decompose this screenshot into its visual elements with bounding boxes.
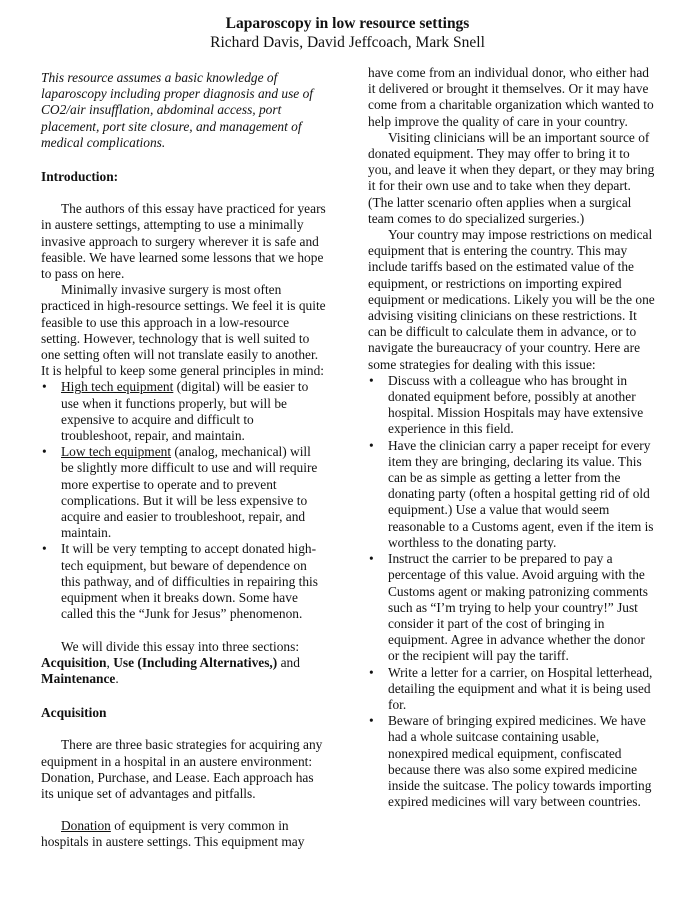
bullet-icon: • — [369, 664, 374, 680]
bullet-text: Write a letter for a carrier, on Hospital letterhead, detailing the equipment and what it is being used for. — [388, 664, 653, 712]
section-use: Use (Including Alternatives,) — [113, 654, 278, 670]
bullet-icon: • — [369, 713, 374, 729]
intro-paragraph-2: Minimally invasive surgery is most often practiced in high-resource settings. We feel it is quite feasible to use this approach in a low-resource setting. However, technology that is well suited to one setting often will not translate easily to another. It is helpful to keep some general principles in mind: — [41, 282, 326, 379]
list-item — [368, 551, 656, 664]
bullet-icon: • — [42, 444, 47, 460]
section-maintenance: Maintenance — [41, 670, 116, 686]
bullet-text: Discuss with a colleague who has brought in donated equipment before, possibly at another hospital. Mission Hospitals may have extensive experience in this field. — [388, 372, 644, 437]
intro-disclaimer: This resource assumes a basic knowledge of laparoscopy including proper diagnosis and use of CO2/air insufflation, abdominal access, port placement, port site closure, and management of medical complications. — [41, 70, 314, 150]
bullet-text: (digital) will be easier to use when it functions properly, but will be expensive to acquire and difficult to troubleshoot, repair, and maintain. — [61, 379, 309, 444]
bullet-underlined-term: Low tech equipment — [61, 444, 172, 460]
list-item — [368, 373, 656, 438]
right-column — [368, 65, 656, 810]
donation-continued-paragraph: have come from an individual donor, who either had it delivered or brought it themselves. Or it may have come from a charitable organization which wanted to help improve the quality of care in your country. — [368, 65, 654, 129]
bullet-text: Beware of bringing expired medicines. We have had a whole suitcase containing usable, nonexpired medical equipment, confiscated because there was also some expired medicine inside the suitcase. The policy towards importing expired medicines will vary between countries. — [388, 713, 652, 810]
bullet-text: (analog, mechanical) will be slightly more difficult to use and will require more expertise to operate and to prevent complications. But it will be less expensive to acquire and easier to troubleshoot, repair, and maintain. — [61, 444, 318, 541]
strategies-list — [368, 373, 656, 810]
sections-paragraph — [41, 639, 326, 688]
bullet-text: It will be very tempting to accept donated high-tech equipment, but beware of dependence on this pathway, and of difficulties in repairing this equipment when it breaks down. Some have called this the “Junk for Jesus” phenomenon. — [61, 541, 318, 622]
introduction-heading: Introduction: — [41, 169, 119, 185]
bullet-icon: • — [369, 551, 374, 567]
document-title: Laparoscopy in low resource settings — [225, 15, 470, 32]
donation-text: of equipment is very common in hospitals in austere settings. This equipment may — [41, 818, 305, 850]
separator: , — [106, 654, 114, 670]
list-item — [41, 379, 326, 444]
donation-term: Donation — [61, 818, 111, 834]
restrictions-paragraph: Your country may impose restrictions on medical equipment that is entering the country. This may include tariffs based on the estimated value of the equipment, or restrictions on importing expired equipment or medications. Likely you will be the one advising visiting clinicians on these restrictions. It can be difficult to calculate them in advance, or to navigate the bureaucracy of your country. Here are some strategies for dealing with this issue: — [368, 227, 655, 372]
list-item — [368, 665, 656, 714]
document-authors: Richard Davis, David Jeffcoach, Mark Snell — [210, 34, 485, 51]
list-item — [368, 713, 656, 810]
acquisition-paragraph: There are three basic strategies for acquiring any equipment in a hospital in an austere environment: Donation, Purchase, and Lease. Each approach has its unique set of advantages and pitfalls. — [41, 737, 323, 801]
list-item — [368, 438, 656, 551]
bullet-icon: • — [369, 437, 374, 453]
donation-paragraph — [41, 818, 326, 850]
period: . — [115, 670, 119, 686]
bullet-text: Instruct the carrier to be prepared to pay a percentage of this value. Avoid arguing with the Customs agent or making patronizing comments such as “I’m trying to help your country!” Just consider it part of the cost of bringing in equipment. Agree in advance whether the donor or the recipient will pay the tariff. — [388, 551, 648, 664]
document-header — [0, 14, 695, 52]
acquisition-heading: Acquisition — [41, 705, 107, 721]
bullet-text: Have the clinician carry a paper receipt for every item they are bringing, declaring its value. This can be as simple as getting a letter from the donating party (often a hospital getting rid of old equipment.) Use a value that would seem reasonable to a Customs agent, even if the item is worthless to the donating party. — [388, 437, 654, 550]
separator: and — [277, 654, 300, 670]
list-item — [41, 541, 326, 622]
section-acquisition: Acquisition — [41, 654, 107, 670]
intro-paragraph-1: The authors of this essay have practiced for years in austere settings, attempting to use a minimally invasive approach to surgery wherever it is safe and feasible. We have learned some lessons that we hope to pass on here. — [41, 201, 326, 282]
list-item — [41, 444, 326, 541]
bullet-icon: • — [42, 379, 47, 395]
visiting-clinicians-paragraph: Visiting clinicians will be an important source of donated equipment. They may offer to bring it to you, and leave it when they depart, or they may bring it for their own use and to take when they depart. (The latter scenario often applies when a surgical team comes to do specialized surgeries.) — [368, 129, 655, 226]
bullet-icon: • — [369, 372, 374, 388]
bullet-underlined-term: High tech equipment — [61, 379, 174, 395]
left-column — [41, 70, 326, 851]
bullet-icon: • — [42, 541, 47, 557]
sections-intro-text: We will divide this essay into three sections: — [61, 638, 300, 654]
principles-list — [41, 379, 326, 622]
